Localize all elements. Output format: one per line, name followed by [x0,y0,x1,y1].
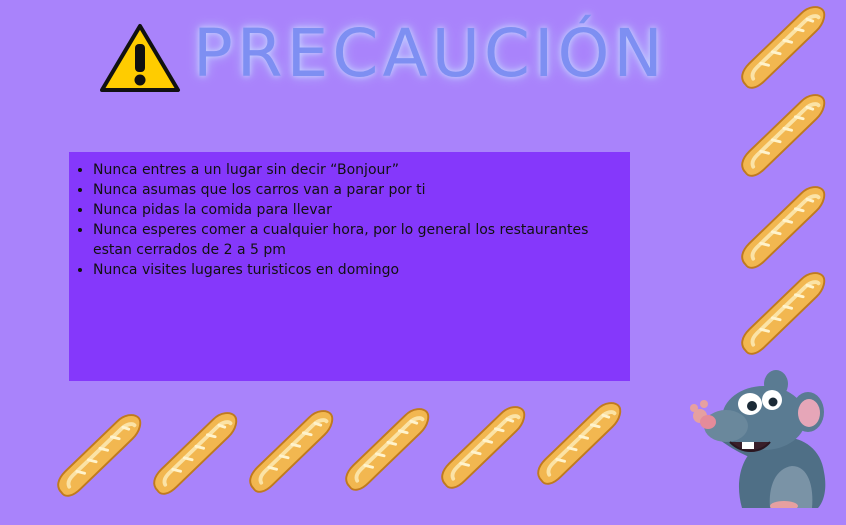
baguette-icon [146,406,242,502]
list-item: • Nunca esperes comer a cualquier hora, por lo general los restaurantes estan cerrados de 2 a 5 pm [93,220,620,260]
baguette-icon [734,266,830,362]
baguette-icon [50,408,146,504]
list-item: • Nunca pidas la comida para llevar [93,200,620,220]
tips-list [69,152,630,280]
baguette-icon [242,404,338,500]
baguette-icon [734,180,830,276]
tips-box [69,152,630,381]
list-item: • Nunca visites lugares turisticos en domingo [93,260,620,280]
page-title: PRECAUCIÓN [193,15,667,92]
list-item: • Nunca asumas que los carros van a parar por ti [93,180,620,200]
rat-character-image [672,368,832,508]
warning-icon [98,22,182,94]
baguette-icon [734,0,830,96]
baguette-icon [338,402,434,498]
baguette-icon [734,88,830,184]
list-item: • Nunca entres a un lugar sin decir “Bonjour” [93,160,620,180]
baguette-icon [530,396,626,492]
baguette-icon [434,400,530,496]
